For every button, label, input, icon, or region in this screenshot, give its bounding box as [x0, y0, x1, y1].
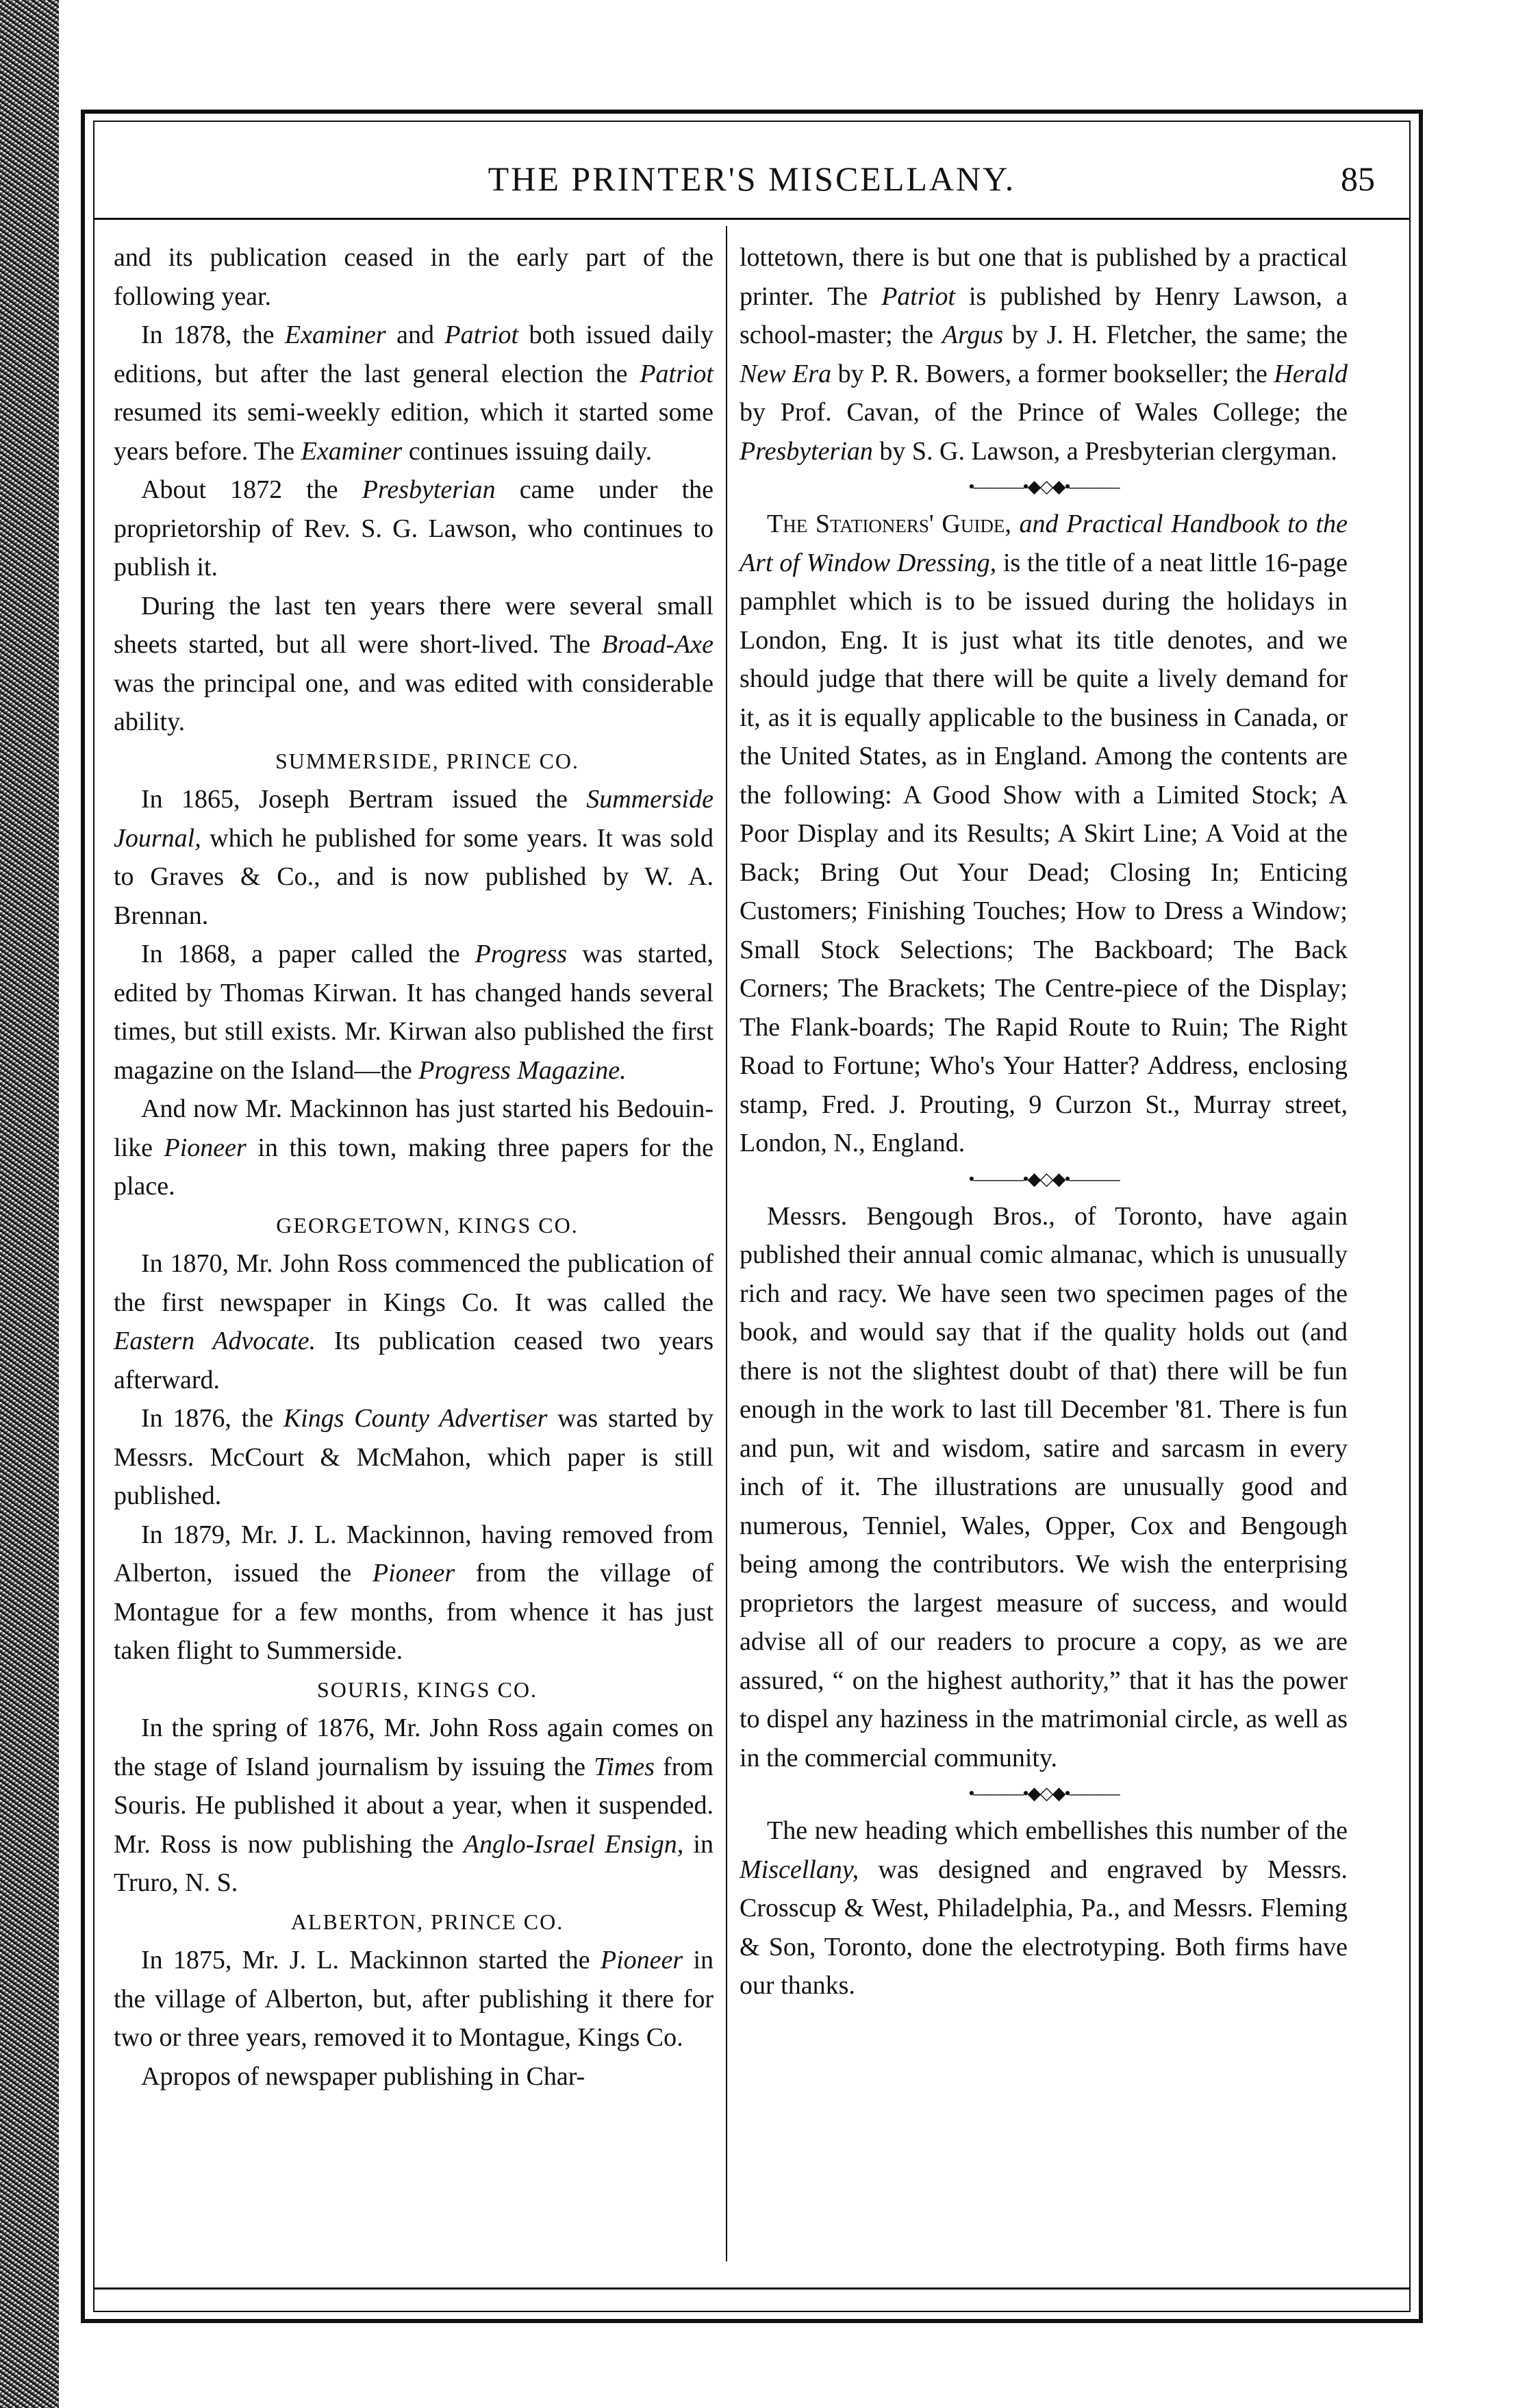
paragraph: The Stationers' Guide, and Practical Handbook to the Art of Window Dressing, is the title of a neat little 16-page pamphlet which is to be issued during the holidays in London, Eng. It is just what its title denotes, and we should judge that there will be quite a lively demand for it, as it is equally applicable to the business in Canada, or the United States, as in England. Among the contents are the following: A Good Show with a Limited Stock; A Poor Display and its Results; A Skirt Line; A Void at the Back; Bring Out Your Dead; Closing In; Enticing Customers; Finishing Touches; How to Dress a Window; Small Stock Selections; The Backboard; The Back Corners; The Brackets; The Centre-piece of the Display; The Flank-boards; The Rapid Route to Ruin; The Right Road to Fortune; Who's Your Hatter? Address, enclosing stamp, Fred. J. Prouting, 9 Curzon St., Murray street, London, N., England. — [740, 510, 1348, 1157]
paragraph: Messrs. Bengough Bros., of Toronto, have again published their annual comic almanac, which is unusually rich and racy. We have seen two specimen pages of the book, and would say that if the quality holds out (and there is not the slightest doubt of that) there will be fun enough in the work to last till December '81. There is fun and pun, wit and wisdom, satire and sarcasm in every inch of it. The illustrations are unusually good and numerous, Tenniel, Wales, Opper, Cox and Bengough being among the contributors. We wish the enterprising proprietors the largest measure of success, and would advise all of our readers to procure a copy, as we are assured, “ on the highest authority,” that it has the power to dispel any haziness in the matrimonial circle, as well as in the commercial community. — [740, 1201, 1348, 1772]
paragraph: About 1872 the Presbyterian came under the proprietorship of Rev. S. G. Lawson, who continues to publish it. — [114, 475, 714, 581]
running-head — [94, 155, 1409, 203]
right-column — [740, 238, 1348, 2005]
header-rule — [94, 218, 1409, 220]
paragraph: and its publication ceased in the early part of the following year. — [114, 243, 714, 311]
section-heading: SOURIS, KINGS CO. — [316, 1677, 538, 1702]
ornamental-rule: •———•◆◇◆•——— — [968, 477, 1119, 497]
scan-edge-strip — [0, 0, 59, 2408]
paragraph: In the spring of 1876, Mr. John Ross again comes on the stage of Island journalism by issuing the Times from Souris. He published it about a year, when it suspended. Mr. Ross is now publishing the Anglo-Israel Ensign, in Truro, N. S. — [114, 1714, 714, 1897]
paragraph: In 1876, the Kings County Advertiser was started by Messrs. McCourt & McMahon, which paper is still published. — [114, 1404, 714, 1510]
paragraph: Apropos of newspaper publishing in Char- — [141, 2061, 585, 2091]
page-number: 85 — [1341, 160, 1375, 198]
paragraph: In 1870, Mr. John Ross commenced the publication of the first newspaper in Kings Co. It was called the Eastern Advocate. Its publication ceased two years afterward. — [114, 1249, 714, 1394]
paragraph: In 1878, the Examiner and Patriot both issued daily editions, but after the last general election the Patriot resumed its semi-weekly edition, which it started some years before. The Examiner continues issuing daily. — [114, 321, 714, 466]
paragraph: In 1865, Joseph Bertram issued the Summerside Journal, which he published for some years. It was sold to Graves & Co., and is now published by W. A. Brennan. — [114, 785, 714, 930]
paragraph: In 1868, a paper called the Progress was started, edited by Thomas Kirwan. It has changed hands several times, but still exists. Mr. Kirwan also published the first magazine on the Island—the Progress Magazine. — [114, 940, 714, 1085]
paragraph: During the last ten years there were several small sheets started, but all were short-lived. The Broad-Axe was the principal one, and was edited with considerable ability. — [114, 591, 714, 736]
paragraph: In 1875, Mr. J. L. Mackinnon started the Pioneer in the village of Alberton, but, after publishing it there for two or three years, removed it to Montague, Kings Co. — [114, 1946, 714, 2052]
column-divider — [726, 226, 727, 2261]
paragraph: lottetown, there is but one that is published by a practical printer. The Patriot is published by Henry Lawson, a school-master; the Argus by J. H. Fletcher, the same; the New Era by P. R. Bowers, a former bookseller; the Herald by Prof. Cavan, of the Prince of Wales College; the Presbyterian by S. G. Lawson, a Presbyterian clergyman. — [740, 243, 1348, 466]
ornamental-rule: •———•◆◇◆•——— — [968, 1168, 1119, 1189]
paragraph: In 1879, Mr. J. L. Mackinnon, having removed from Alberton, issued the Pioneer from the village of Montague for a few months, from whence it has just taken flight to Summerside. — [114, 1520, 714, 1665]
ornamental-rule: •———•◆◇◆•——— — [968, 1783, 1119, 1803]
page-title: THE PRINTER'S MISCELLANY. — [488, 160, 1016, 198]
paragraph: And now Mr. Mackinnon has just started his Bedouin-like Pioneer in this town, making three papers for the place. — [114, 1094, 714, 1201]
left-column — [114, 238, 714, 2096]
footer-rule — [94, 2287, 1409, 2290]
section-heading: SUMMERSIDE, PRINCE CO. — [275, 748, 580, 773]
paragraph: The new heading which embellishes this number of the Miscellany, was designed and engraved by Messrs. Crosscup & West, Philadelphia, Pa., and Messrs. Fleming & Son, Toronto, done the electrotyping. Both firms have our thanks. — [740, 1816, 1348, 2000]
section-heading: ALBERTON, PRINCE CO. — [290, 1909, 564, 1934]
section-heading: GEORGETOWN, KINGS CO. — [276, 1212, 579, 1238]
